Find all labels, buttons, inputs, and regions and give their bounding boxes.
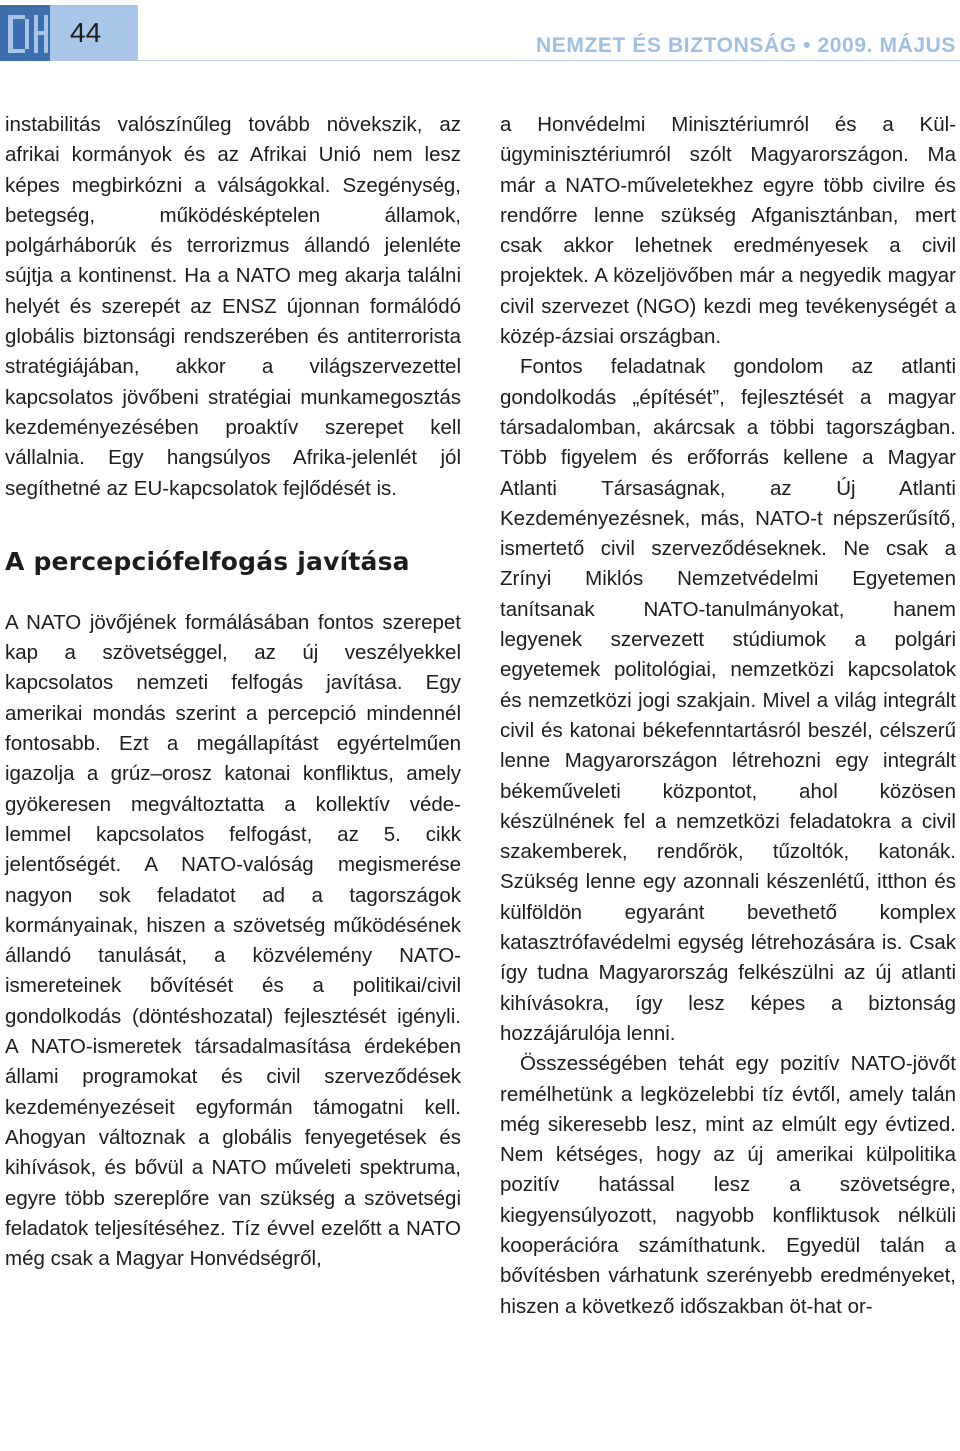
- paragraph: instabilitás valószínűleg tovább növekszik, az afrikai kormányok és az Afrikai Unió nem lesz képes megbirkózni a válságokkal. Szegénység, betegség, működésképtelen államok, polgárháborúk és terrorizmus állandó jelenléte sújtja a kontinenst. Ha a NATO meg akarja találni helyét és szerepét az ENSZ újonnan formálódó globális biztonsági rendszerében és antiterrorista stratégiájában, akkor a világszervezettel kapcsolatos jövőbeni stratégiai munkamegosztás kezdeményezésében proaktív szerepet kell vállalnia. Egy hangsúlyos Afrika-jelenlét jól segíthetné az EU-kapcsolatok fejlődését is.: [5, 113, 461, 500]
- right-column: [500, 110, 956, 1322]
- page-number: 44: [50, 5, 138, 61]
- section-heading: A percepciófelfogás javítása: [5, 546, 410, 576]
- journal-logo: [0, 5, 50, 61]
- paragraph: Összességében tehát egy pozitív NATO-jövőt remélhetünk a legközelebbi tíz évtől, amely talán még sikeresebb lesz, mint az elmúlt egy évtized. Nem kétséges, hogy az új amerikai külpolitika pozitív hatással lesz a szövetségre, kiegyensúlyozott, nagyobb konfliktusok nélküli kooperációra számíthatunk. Egyedül talán a bővítésben várhatunk szerényebb eredményeket, hiszen a következő időszakban öt-hat or-: [500, 1052, 956, 1318]
- paragraph: Fontos feladatnak gondolom az atlanti gondolkodás „építését”, fejlesztését a magyar társadalomban, akárcsak a többi tagországban. Több figyelem és erőforrás kellene a Magyar Atlanti Társaságnak, az Új Atlanti Kezdeményezésnek, más, NATO-t népszerűsítő, ismertető civil szerveződéseknek. Ne csak a Zrínyi Miklós Nemzetvédelmi Egyetemen tanítsanak NATO-tanulmányokat, hanem legyenek szervezett stúdiumok a polgári egyetemek politológiai, nemzetközi kapcsolatok és nemzetközi jogi szakjain. Mivel a világ integrált civil és katonai békefenntartásról beszél, célszerű lenne Magyarországon létrehozni egy integrált békeműveleti központot, ahol közösen készülnének fel a nemzetközi feladatokra a civil szakemberek, rendőrök, tűzoltók, katonák. Szükség lenne egy azonnali készenlétű, itthon és külföldön egyaránt bevethető komplex katasztrófavédelmi egység létrehozására is. Csak így tudna Magyarország felkészülni az új atlanti kihívásokra, így lesz képes a biztonság hozzájárulója lenni.: [500, 355, 956, 1045]
- page-header: [0, 0, 960, 64]
- running-title: NEMZET ÉS BIZTONSÁG • 2009. MÁJUS: [535, 34, 956, 57]
- header-rule: [138, 60, 960, 61]
- left-column: [5, 110, 461, 1274]
- paragraph: A NATO jövőjének formálásában fontos szerepet kap a szövetséggel, az új veszélyekkel kapcsolatos nemzeti felfogás javítása. Egy amerikai mondás szerint a percepció mindennél fontosabb. Ezt a megállapítást egyértelműen igazolja a grúz–orosz katonai konfliktus, amely gyökeresen megváltoztatta a kollektív védelemmel kapcsolatos felfogást, az 5. cikk jelentőségét. A NATO-valóság megismerése nagyon sok feladatot ad a tagországok kormányainak, hiszen a szövetség működésének állandó tanulását, a közvélemény NATO-ismereteinek bővítését és a politikai/civil gondolkodás (döntéshozatal) fejlesztését igényli. A NATO-ismeretek társadalmasítása érdekében állami programokat és civil szerveződések kezdeményezéseit egyformán támogatni kell. Ahogyan változnak a globális fenyegetések és kihívások, és bővül a NATO műveleti spektruma, egyre több szereplőre van szükség a szövetségi feladatok teljesítéséhez. Tíz évvel ezelőtt a NATO még csak a Magyar Honvédségről,: [5, 610, 461, 1271]
- paragraph: a Honvédelmi Minisztériumról és a Külügyminisztériumról szólt Magyarországon. Ma már a NATO-műveletekhez egyre több civilre és rendőrre lenne szükség Afganisztánban, mert csak akkor lehetnek eredményesek a civil projektek. A közeljövőben már a negyedik magyar civil szervezet (NGO) kezdi meg tevékenységét a közép-ázsiai országban.: [500, 113, 956, 349]
